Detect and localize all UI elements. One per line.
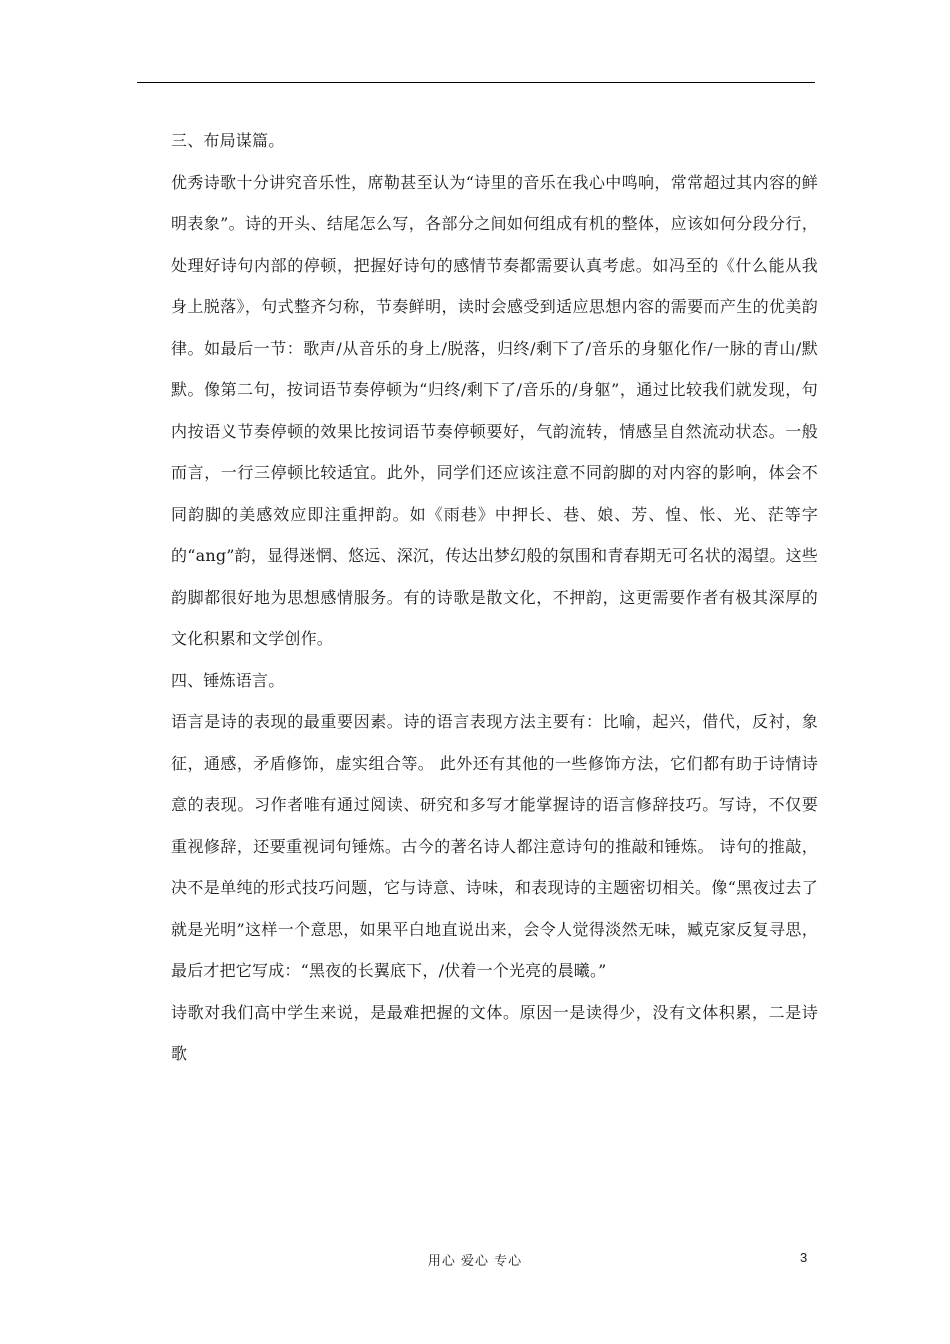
footer-motto: 用心 爱心 专心 — [427, 1254, 523, 1269]
section-4-heading: 四、锤炼语言。 — [171, 670, 285, 690]
header-rule — [137, 82, 815, 83]
closing-paragraph: 诗歌对我们高中学生来说，是最难把握的文体。原因一是读得少，没有文体积累，二是诗歌 — [171, 1002, 818, 1063]
section-3-paragraph: 优秀诗歌十分讲究音乐性，席勒甚至认为“诗里的音乐在我心中鸣响，常常超过其内容的鲜明表象”。诗的开头、结尾怎么写，各部分之间如何组成有机的整体，应该如何分段分行，处理好诗句内部的停顿，把握好诗句的感情节奏都需要认真考虑。如冯至的《什么能从我身上脱落》，句式整齐匀称，节奏鲜明，读时会感受到适应思想内容的需要而产生的优美韵律。如最后一节：歌声/从音乐的身上/脱落，归终/剩下了/音乐的身躯化作/一脉的青山/默默。像第二句，按词语节奏停顿为“归终/剩下了/音乐的/身躯”，通过比较我们就发现，句内按语义节奏停顿的效果比按词语节奏停顿要好，气韵流转，情感呈自然流动状态。一般而言，一行三停顿比较适宜。此外，同学们还应该注意不同韵脚的对内容的影响，体会不同韵脚的美感效应即注重押韵。如《雨巷》中押长、巷、娘、芳、惶、怅、光、茫等字的“ang”韵，显得迷惘、悠远、深沉，传达出梦幻般的氛围和青春期无可名状的渴望。这些韵脚都很好地为思想感情服务。有的诗歌是散文化，不押韵，这更需要作者有极其深厚的文化积累和文学创作。 — [171, 172, 818, 648]
page-number: 3 — [800, 1250, 808, 1265]
section-3-heading: 三、布局谋篇。 — [171, 131, 285, 150]
document-body — [171, 120, 818, 1075]
section-4-paragraph: 语言是诗的表现的最重要因素。诗的语言表现方法主要有：比喻，起兴，借代，反衬，象征，通感，矛盾修饰，虚实组合等。 此外还有其他的一些修饰方法，它们都有助于诗情诗意的表现。习作者唯有通过阅读、研究和多写才能掌握诗的语言修辞技巧。写诗，不仅要重视修辞，还要重视词句锤炼。古今的著名诗人都注意诗句的推敲和锤炼。 诗句的推敲，决不是单纯的形式技巧问题，它与诗意、诗味，和表现诗的主题密切相关。像“黑夜过去了就是光明”这样一个意思，如果平白地直说出来，会令人觉得淡然无味，臧克家反复寻思，最后才把它写成：“黑夜的长翼底下，/伏着一个光亮的晨曦。” — [171, 712, 818, 980]
